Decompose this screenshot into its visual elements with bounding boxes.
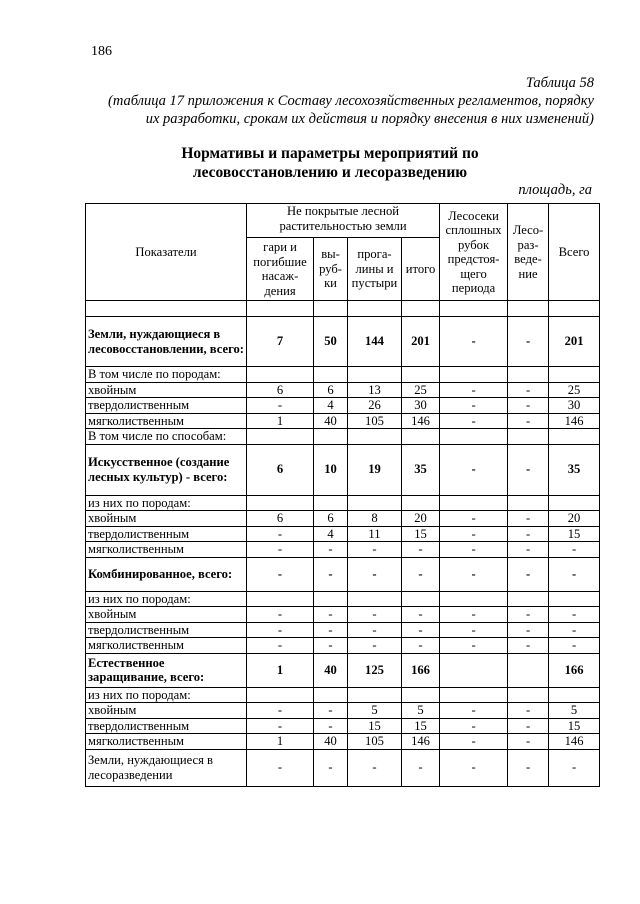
cell-value: 1 xyxy=(247,413,314,429)
cell-value: - xyxy=(247,718,314,734)
row-label: Земли, нуждающиеся в лесоразведении xyxy=(86,749,247,786)
cell-value xyxy=(508,367,549,383)
cell-value: 11 xyxy=(348,526,402,542)
header-not-covered-lands: Не покрытые лесной растительностью земли xyxy=(247,204,440,238)
cell-value: - xyxy=(314,542,348,558)
cell-value: - xyxy=(440,622,508,638)
cell-value xyxy=(402,429,440,445)
row-label: Земли, нуждающиеся в лесовосстановлении, всего: xyxy=(86,317,247,367)
cell-value: 5 xyxy=(549,703,600,719)
cell-value: - xyxy=(247,749,314,786)
cell-value: - xyxy=(440,607,508,623)
cell-value: - xyxy=(247,557,314,591)
cell-value: - xyxy=(247,638,314,654)
cell-value: - xyxy=(508,622,549,638)
cell-value xyxy=(440,591,508,607)
cell-value: 1 xyxy=(247,653,314,687)
cell-value: - xyxy=(508,444,549,495)
cell-value xyxy=(247,495,314,511)
cell-value xyxy=(314,367,348,383)
cell-value xyxy=(440,367,508,383)
cell-value: - xyxy=(508,718,549,734)
cell-value: - xyxy=(440,749,508,786)
table-row xyxy=(86,622,600,638)
cell-value: - xyxy=(348,638,402,654)
row-label: из них по породам: xyxy=(86,495,247,511)
cell-value: - xyxy=(508,413,549,429)
cell-value: - xyxy=(508,749,549,786)
table-row xyxy=(86,557,600,591)
cell-value: 15 xyxy=(348,718,402,734)
cell-value: 6 xyxy=(247,382,314,398)
table-row xyxy=(86,607,600,623)
cell-value: 50 xyxy=(314,317,348,367)
cell-value xyxy=(549,591,600,607)
cell-value: 20 xyxy=(549,511,600,527)
table-row xyxy=(86,367,600,383)
cell-value: 5 xyxy=(402,703,440,719)
cell-value: - xyxy=(402,638,440,654)
row-label: из них по породам: xyxy=(86,687,247,703)
cell-value: - xyxy=(314,749,348,786)
cell-value: 15 xyxy=(549,718,600,734)
cell-value xyxy=(348,495,402,511)
row-label: хвойным xyxy=(86,382,247,398)
cell-value: - xyxy=(440,382,508,398)
table-row xyxy=(86,317,600,367)
row-label: мягколиственным xyxy=(86,638,247,654)
table-row xyxy=(86,734,600,750)
cell-value: 25 xyxy=(549,382,600,398)
cell-value: - xyxy=(314,607,348,623)
cell-value xyxy=(314,429,348,445)
header-spacer-row xyxy=(86,301,600,317)
cell-value: - xyxy=(440,413,508,429)
cell-value: 19 xyxy=(348,444,402,495)
cell-value: - xyxy=(440,703,508,719)
cell-value: - xyxy=(508,511,549,527)
cell-value: - xyxy=(247,622,314,638)
cell-value: 125 xyxy=(348,653,402,687)
cell-value xyxy=(348,687,402,703)
header-indicators: Показатели xyxy=(86,204,247,301)
cell-value: - xyxy=(348,557,402,591)
cell-value: - xyxy=(508,398,549,414)
cell-value: 6 xyxy=(247,444,314,495)
cell-value: - xyxy=(348,622,402,638)
cell-value: 4 xyxy=(314,526,348,542)
table-row xyxy=(86,398,600,414)
cell-value xyxy=(440,653,508,687)
cell-value: 4 xyxy=(314,398,348,414)
cell-value: 15 xyxy=(402,718,440,734)
cell-value: - xyxy=(549,622,600,638)
cell-value: 166 xyxy=(402,653,440,687)
cell-value: 40 xyxy=(314,413,348,429)
table-row xyxy=(86,495,600,511)
cell-value: - xyxy=(508,526,549,542)
cell-value: - xyxy=(508,607,549,623)
cell-value xyxy=(508,687,549,703)
cell-value: - xyxy=(402,542,440,558)
table-row xyxy=(86,526,600,542)
cell-value: 146 xyxy=(549,734,600,750)
cell-value: 20 xyxy=(402,511,440,527)
row-label: твердолиственным xyxy=(86,718,247,734)
cell-value: - xyxy=(549,542,600,558)
cell-value: 8 xyxy=(348,511,402,527)
cell-value xyxy=(314,591,348,607)
cell-value: - xyxy=(440,557,508,591)
cell-value xyxy=(549,429,600,445)
cell-value: 40 xyxy=(314,653,348,687)
cell-value: - xyxy=(314,718,348,734)
cell-value: - xyxy=(314,638,348,654)
cell-value xyxy=(440,429,508,445)
cell-value: 26 xyxy=(348,398,402,414)
cell-value: 144 xyxy=(348,317,402,367)
cell-value: - xyxy=(314,557,348,591)
cell-value: 10 xyxy=(314,444,348,495)
table-row xyxy=(86,413,600,429)
header-total: Всего xyxy=(549,204,600,301)
data-table xyxy=(85,203,600,787)
cell-value xyxy=(402,591,440,607)
table-source-line-2: их разработки, срокам их действия и порядку внесения в них изменений) xyxy=(145,111,594,127)
table-row xyxy=(86,749,600,786)
cell-value: 146 xyxy=(402,734,440,750)
row-label: В том числе по породам: xyxy=(86,367,247,383)
cell-value: 35 xyxy=(402,444,440,495)
row-label: Комбинированное, всего: xyxy=(86,557,247,591)
cell-value: - xyxy=(402,622,440,638)
cell-value: - xyxy=(549,557,600,591)
table-row xyxy=(86,653,600,687)
table-row xyxy=(86,718,600,734)
table-title xyxy=(0,144,640,182)
cell-value: - xyxy=(549,749,600,786)
cell-value xyxy=(508,429,549,445)
cell-value xyxy=(508,591,549,607)
row-label: хвойным xyxy=(86,607,247,623)
cell-value: 13 xyxy=(348,382,402,398)
table-row xyxy=(86,511,600,527)
cell-value: - xyxy=(402,557,440,591)
cell-value: - xyxy=(508,734,549,750)
cell-value xyxy=(247,591,314,607)
cell-value: - xyxy=(247,703,314,719)
cell-value xyxy=(247,687,314,703)
cell-value: - xyxy=(549,638,600,654)
cell-value xyxy=(348,367,402,383)
cell-value: 6 xyxy=(314,511,348,527)
cell-value: - xyxy=(247,398,314,414)
table-row xyxy=(86,382,600,398)
cell-value xyxy=(247,367,314,383)
cell-value: 5 xyxy=(348,703,402,719)
cell-value xyxy=(247,429,314,445)
cell-value: 201 xyxy=(549,317,600,367)
row-label: В том числе по способам: xyxy=(86,429,247,445)
table-row xyxy=(86,444,600,495)
header-afforestation: Лесо-раз-веде-ние xyxy=(508,204,549,301)
row-label: из них по породам: xyxy=(86,591,247,607)
row-label: мягколиственным xyxy=(86,734,247,750)
units-label: площадь, га xyxy=(518,182,592,198)
row-label: Естественное заращивание, всего: xyxy=(86,653,247,687)
cell-value: - xyxy=(440,638,508,654)
row-label: хвойным xyxy=(86,511,247,527)
cell-value: 6 xyxy=(247,511,314,527)
cell-value xyxy=(549,687,600,703)
row-label: мягколиственным xyxy=(86,413,247,429)
header-burned: гари и погибшие насаж-дения xyxy=(247,238,314,301)
cell-value xyxy=(549,495,600,511)
table-row xyxy=(86,542,600,558)
cell-value xyxy=(402,495,440,511)
cell-value: 25 xyxy=(402,382,440,398)
page-number: 186 xyxy=(91,44,112,59)
cell-value xyxy=(314,687,348,703)
table-row xyxy=(86,591,600,607)
cell-value: 35 xyxy=(549,444,600,495)
cell-value: 1 xyxy=(247,734,314,750)
table-row xyxy=(86,638,600,654)
cell-value: 40 xyxy=(314,734,348,750)
cell-value: - xyxy=(440,718,508,734)
cell-value: - xyxy=(314,622,348,638)
table-row xyxy=(86,687,600,703)
cell-value xyxy=(549,367,600,383)
cell-value: - xyxy=(440,511,508,527)
cell-value: - xyxy=(348,749,402,786)
cell-value xyxy=(402,367,440,383)
cell-value: - xyxy=(440,398,508,414)
table-number: Таблица 58 xyxy=(525,75,594,91)
row-label: твердолиственным xyxy=(86,622,247,638)
cell-value: - xyxy=(549,607,600,623)
header-subtotal: итого xyxy=(402,238,440,301)
cell-value: - xyxy=(440,444,508,495)
cell-value: 201 xyxy=(402,317,440,367)
cell-value: - xyxy=(348,607,402,623)
cell-value: - xyxy=(247,607,314,623)
cell-value xyxy=(440,495,508,511)
cell-value: - xyxy=(440,542,508,558)
row-label: твердолиственным xyxy=(86,526,247,542)
row-label: хвойным xyxy=(86,703,247,719)
cell-value xyxy=(348,429,402,445)
cell-value: - xyxy=(508,557,549,591)
cell-value: - xyxy=(440,526,508,542)
cell-value xyxy=(440,687,508,703)
cell-value: - xyxy=(247,542,314,558)
cell-value xyxy=(314,495,348,511)
cell-value: - xyxy=(440,317,508,367)
table-row xyxy=(86,429,600,445)
cell-value: - xyxy=(508,703,549,719)
cell-value xyxy=(402,687,440,703)
cell-value xyxy=(348,591,402,607)
cell-value: - xyxy=(247,526,314,542)
header-cutting-areas: Лесосеки сплошных рубок предстоя-щего периода xyxy=(440,204,508,301)
cell-value: - xyxy=(402,607,440,623)
cell-value: 105 xyxy=(348,734,402,750)
table-title-line-1: Нормативы и параметры мероприятий по xyxy=(181,145,479,162)
cell-value: 15 xyxy=(549,526,600,542)
row-label: мягколиственным xyxy=(86,542,247,558)
cell-value xyxy=(508,495,549,511)
cell-value: - xyxy=(314,703,348,719)
table-caption xyxy=(108,74,594,128)
cell-value: 30 xyxy=(549,398,600,414)
cell-value: - xyxy=(402,749,440,786)
table-source-line-1: (таблица 17 приложения к Составу лесохозяйственных регламентов, порядку xyxy=(107,93,594,109)
cell-value: 30 xyxy=(402,398,440,414)
header-glades: прога-лины и пустыри xyxy=(348,238,402,301)
cell-value: - xyxy=(440,734,508,750)
header-clearings: вы-руб-ки xyxy=(314,238,348,301)
cell-value: 6 xyxy=(314,382,348,398)
row-label: твердолиственным xyxy=(86,398,247,414)
cell-value: - xyxy=(348,542,402,558)
cell-value: 105 xyxy=(348,413,402,429)
cell-value: 146 xyxy=(402,413,440,429)
cell-value: 166 xyxy=(549,653,600,687)
table-row xyxy=(86,703,600,719)
cell-value xyxy=(508,653,549,687)
cell-value: - xyxy=(508,382,549,398)
cell-value: 7 xyxy=(247,317,314,367)
row-label: Искусственное (создание лесных культур) - всего: xyxy=(86,444,247,495)
cell-value: - xyxy=(508,542,549,558)
cell-value: - xyxy=(508,638,549,654)
cell-value: - xyxy=(508,317,549,367)
cell-value: 15 xyxy=(402,526,440,542)
table-title-line-2: лесовосстановлению и лесоразведению xyxy=(192,164,468,181)
cell-value: 146 xyxy=(549,413,600,429)
